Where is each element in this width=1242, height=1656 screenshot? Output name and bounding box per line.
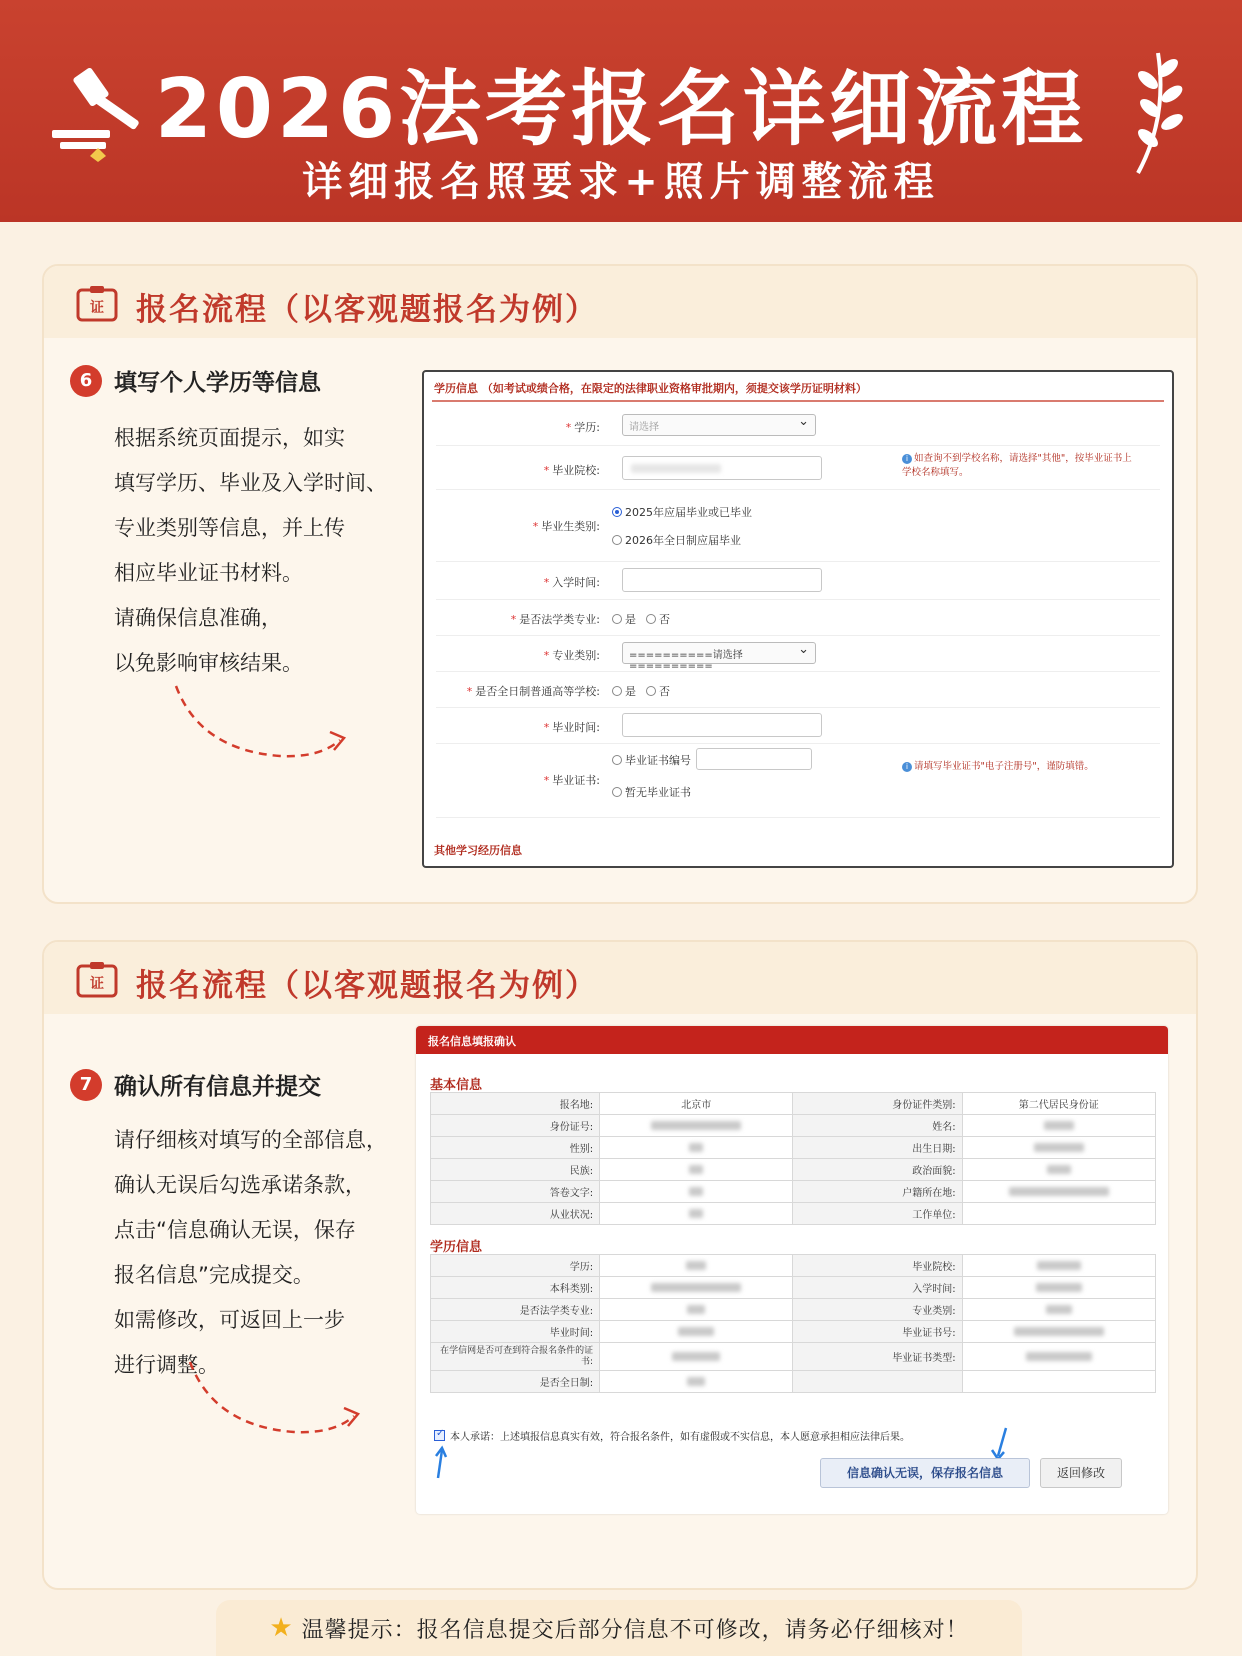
section-title: 报名流程（以客观题报名为例） bbox=[136, 968, 598, 1004]
svg-text:证: 证 bbox=[90, 976, 104, 992]
row-grad-time bbox=[436, 708, 1160, 744]
dashed-arrow-icon bbox=[184, 1356, 374, 1446]
table-row: 本科类别: 入学时间: bbox=[431, 1277, 1156, 1299]
confirm-screenshot bbox=[416, 1026, 1168, 1514]
pointer-arrow-icon bbox=[430, 1444, 450, 1480]
radio-fulltime-no[interactable]: 否 bbox=[646, 683, 670, 699]
cert-hint: i 请填写毕业证书"电子注册号"，谨防填错。 bbox=[902, 760, 1142, 774]
row-grad-type bbox=[436, 490, 1160, 562]
row-certificate bbox=[436, 744, 1160, 818]
step-description bbox=[114, 416, 414, 686]
row-law-major bbox=[436, 600, 1160, 636]
confirm-titlebar: 报名信息填报确认 bbox=[416, 1026, 1168, 1054]
step-title: 确认所有信息并提交 bbox=[114, 1074, 321, 1100]
section-header bbox=[44, 942, 1196, 1014]
basic-info-table bbox=[430, 1092, 1156, 1225]
step-header bbox=[70, 364, 321, 397]
label-grad-time: * 毕业时间: bbox=[543, 721, 600, 734]
table-row: 民族: 政治面貌: bbox=[431, 1159, 1156, 1181]
step-title: 填写个人学历等信息 bbox=[114, 370, 321, 396]
section-card-step6 bbox=[42, 264, 1198, 904]
table-row: 报名地: 北京市 身份证件类别: 第二代居民身份证 bbox=[431, 1093, 1156, 1115]
table-row: 身份证号: 姓名: bbox=[431, 1115, 1156, 1137]
description-line: 以免影响审核结果。 bbox=[114, 651, 303, 675]
table-row: 答卷文字: 户籍所在地: bbox=[431, 1181, 1156, 1203]
education-form-screenshot bbox=[422, 370, 1174, 868]
table-row: 是否法学类专业: 专业类别: bbox=[431, 1299, 1156, 1321]
grad-time-input[interactable] bbox=[622, 713, 822, 737]
description-line: 进行调整。 bbox=[114, 1353, 219, 1377]
major-type-select[interactable]: ==========请选择========== ⌄ bbox=[622, 642, 816, 664]
radio-cert-number[interactable]: 毕业证书编号 bbox=[612, 752, 691, 768]
row-school bbox=[436, 446, 1160, 490]
info-icon: i bbox=[902, 762, 912, 772]
label-major-type: * 专业类别: bbox=[543, 649, 600, 662]
section-card-step7 bbox=[42, 940, 1198, 1590]
label-enroll-time: * 入学时间: bbox=[543, 576, 600, 589]
header-banner bbox=[0, 0, 1242, 222]
description-line: 请仔细核对填写的全部信息， bbox=[114, 1128, 387, 1152]
description-line: 根据系统页面提示，如实 bbox=[114, 426, 345, 450]
section-title: 报名流程（以客观题报名为例） bbox=[136, 292, 598, 328]
radio-grad-2026[interactable]: 2026年全日制应届毕业 bbox=[612, 532, 741, 548]
basic-info-title: 基本信息 bbox=[430, 1078, 483, 1093]
description-line: 相应毕业证书材料。 bbox=[114, 561, 303, 585]
label-grad-type: * 毕业生类别: bbox=[532, 520, 600, 533]
description-line: 专业类别等信息，并上传 bbox=[114, 516, 345, 540]
row-fulltime bbox=[436, 672, 1160, 708]
pointer-arrow-icon bbox=[990, 1426, 1010, 1462]
radio-law-no[interactable]: 否 bbox=[646, 611, 670, 627]
page-title: 2026法考报名详细流程 bbox=[154, 62, 1088, 157]
enroll-time-input[interactable] bbox=[622, 568, 822, 592]
radio-fulltime-yes[interactable]: 是 bbox=[612, 683, 636, 699]
description-line: 点击“信息确认无误，保存 bbox=[114, 1218, 356, 1242]
tip-text: 温馨提示：报名信息提交后部分信息不可修改，请务必仔细核对！ bbox=[301, 1617, 969, 1643]
description-line: 如需修改，可返回上一步 bbox=[114, 1308, 345, 1332]
description-line: 请确保信息准确， bbox=[114, 606, 282, 630]
edu-info-title: 学历信息 bbox=[430, 1240, 483, 1255]
table-row: 毕业时间: 毕业证书号: bbox=[431, 1321, 1156, 1343]
dashed-arrow-icon bbox=[170, 680, 360, 770]
confirm-save-button[interactable]: 信息确认无误，保存报名信息 bbox=[820, 1458, 1030, 1488]
id-card-icon bbox=[76, 284, 118, 322]
school-input[interactable] bbox=[622, 456, 822, 480]
description-line: 报名信息”完成提交。 bbox=[114, 1263, 314, 1287]
table-row: 学历: 毕业院校: bbox=[431, 1255, 1156, 1277]
radio-cert-none[interactable]: 暂无毕业证书 bbox=[612, 784, 691, 800]
section-header bbox=[44, 266, 1196, 338]
table-row: 在学信网是否可查到符合报名条件的证书: 毕业证书类型: bbox=[431, 1343, 1156, 1371]
other-study-link[interactable]: 其他学习经历信息 bbox=[434, 844, 522, 857]
id-card-icon bbox=[76, 960, 118, 998]
step-header bbox=[70, 1068, 321, 1101]
education-select[interactable]: 请选择 ⌄ bbox=[622, 414, 816, 436]
divider bbox=[432, 400, 1164, 402]
radio-grad-2025[interactable]: 2025年应届毕业或已毕业 bbox=[612, 504, 752, 520]
step-number-badge: 7 bbox=[70, 1069, 102, 1101]
row-major-type bbox=[436, 636, 1160, 672]
row-enroll-time bbox=[436, 562, 1160, 600]
laurel-icon bbox=[1128, 48, 1198, 178]
school-hint: i 如查询不到学校名称，请选择"其他"，按毕业证书上学校名称填写。 bbox=[902, 453, 1132, 478]
label-law-major: * 是否法学类专业: bbox=[510, 613, 600, 626]
commitment-text: 本人承诺：上述填报信息真实有效，符合报名条件，如有虚假或不实信息，本人愿意承担相应法律后果。 bbox=[450, 1432, 910, 1443]
checkbox[interactable] bbox=[434, 1430, 445, 1441]
star-icon: ★ bbox=[269, 1613, 294, 1643]
step-description bbox=[114, 1118, 414, 1388]
step-number-badge: 6 bbox=[70, 365, 102, 397]
form-header: 学历信息 （如考试或绩合格，在限定的法律职业资格审批期内，须提交该学历证明材料） bbox=[434, 382, 867, 395]
row-education bbox=[436, 406, 1160, 446]
info-icon: i bbox=[902, 454, 912, 464]
label-education: * 学历: bbox=[565, 421, 600, 434]
label-school: * 毕业院校: bbox=[543, 464, 600, 477]
edu-info-table bbox=[430, 1254, 1156, 1393]
warm-tip-banner bbox=[216, 1600, 1022, 1656]
table-row: 是否全日制: bbox=[431, 1371, 1156, 1393]
table-row: 性别: 出生日期: bbox=[431, 1137, 1156, 1159]
radio-law-yes[interactable]: 是 bbox=[612, 611, 636, 627]
label-fulltime: * 是否全日制普通高等学校: bbox=[466, 685, 600, 698]
page-subtitle: 详细报名照要求+照片调整流程 bbox=[302, 159, 940, 205]
table-row: 从业状况: 工作单位: bbox=[431, 1203, 1156, 1225]
cert-number-input[interactable] bbox=[696, 748, 812, 770]
svg-text:证: 证 bbox=[90, 300, 104, 316]
commitment-checkbox-row[interactable] bbox=[434, 1428, 910, 1443]
label-certificate: * 毕业证书: bbox=[543, 774, 600, 787]
description-line: 确认无误后勾选承诺条款， bbox=[114, 1173, 366, 1197]
back-edit-button[interactable]: 返回修改 bbox=[1040, 1458, 1122, 1488]
description-line: 填写学历、毕业及入学时间、 bbox=[114, 471, 387, 495]
